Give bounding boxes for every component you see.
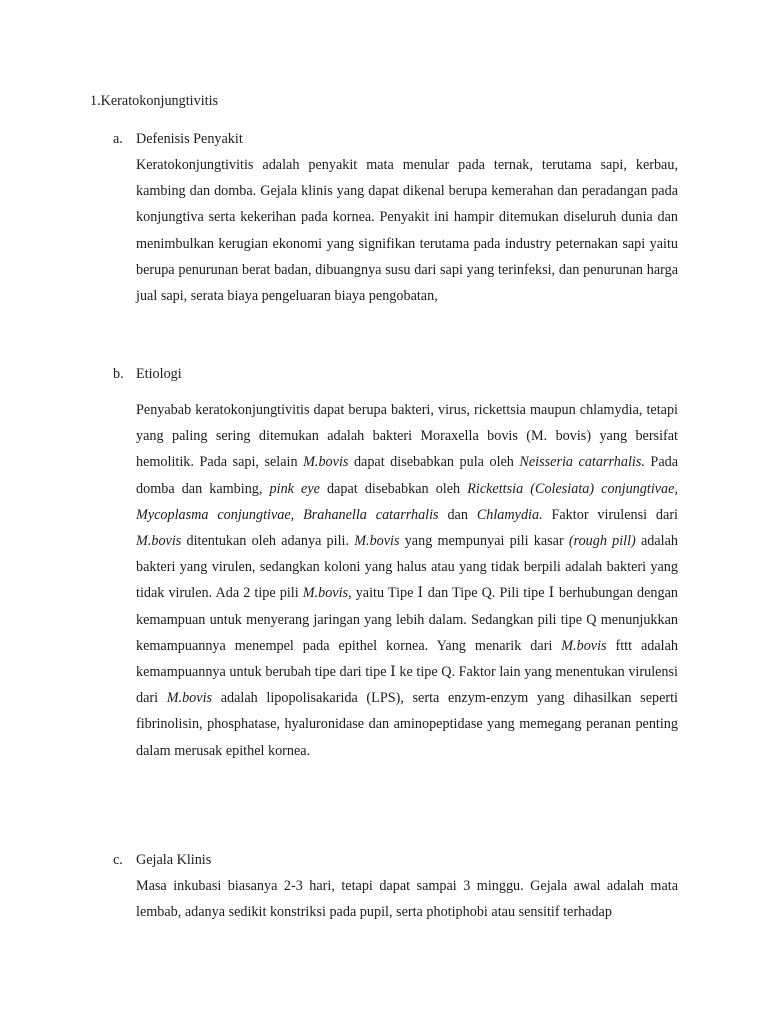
text-run: dapat disebabkan pula oleh xyxy=(348,454,520,471)
italic-term: M.bovis xyxy=(561,637,607,654)
italic-term: Neisseria catarrhalis. xyxy=(519,454,645,471)
text-run: yaitu Tipe Ⅰ dan Tipe Q. Pili tipe Ⅰ berhubungan dengan kemampuan untuk menyerang jaringan yang lebih dalam. Sedangkan pili tipe Q menunjukkan kemampuannya menempel pada epithel kornea. Yang menarik dari xyxy=(136,585,678,654)
text-run: Penyabab keratokonjungtivitis dapat berupa bakteri, virus, rickettsia maupun chlamydia, tetapi yang paling sering ditemukan adalah bakteri Moraxella bovis (M. bovis) yang bersifat hemolitik. Pada sapi, selain xyxy=(136,402,678,471)
section-b-heading: Etiologi xyxy=(136,366,182,382)
section-c-marker: c. xyxy=(113,852,123,868)
italic-term: (rough pill) xyxy=(568,533,636,550)
text-run: adalah bakteri yang virulen, sedangkan koloni yang halus atau yang tidak berpili adalah bakteri yang tidak virulen. Ada 2 tipe pili xyxy=(136,533,678,602)
italic-term: M.bovis xyxy=(303,454,349,471)
italic-term: Chlamydia. xyxy=(476,506,543,523)
section-a-heading: Defenisis Penyakit xyxy=(136,131,243,147)
text-run: Pada domba dan kambing, xyxy=(136,454,679,497)
section-a-marker: a. xyxy=(113,131,123,147)
italic-term: pink eye xyxy=(269,480,320,497)
italic-term: M.bovis, xyxy=(302,585,352,602)
text-run: dapat disebabkan oleh xyxy=(319,480,468,497)
text-run: ditentukan oleh adanya pili. xyxy=(181,533,355,550)
document-title: 1.Keratokonjungtivitis xyxy=(90,93,219,109)
italic-term: Rickettsia (Colesiata) conjungtivae, Mycoplasma conjungtivae, Brahanella catarrhalis xyxy=(136,480,678,523)
italic-term: M.bovis xyxy=(136,533,182,550)
text-run: dan xyxy=(438,506,477,523)
italic-term: M.bovis xyxy=(166,690,213,707)
section-c-heading: Gejala Klinis xyxy=(136,852,212,868)
text-run: yang mempunyai pili kasar xyxy=(399,533,569,550)
italic-term: M.bovis xyxy=(354,533,400,550)
section-a-paragraph: Keratokonjungtivitis adalah penyakit mata menular pada ternak, terutama sapi, kerbau, kambing dan domba. Gejala klinis yang dapat dikenal berupa kemerahan dan peradangan pada konjungtiva serta kekerihan pada kornea. Penyakit ini hampir ditemukan diseluruh dunia dan menimbulkan kerugian ekonomi yang signifikan terutama pada industry peternakan sapi yaitu berupa penurunan berat badan, dibuangnya susu dari sapi yang terinfeksi, dan penurunan harga jual sapi, serata biaya pengeluaran biaya pengobatan, xyxy=(136,157,678,305)
section-b-marker: b. xyxy=(113,366,124,382)
section-c-paragraph: Masa inkubasi biasanya 2-3 hari, tetapi dapat sampai 3 minggu. Gejala awal adalah mata lembab, adanya sedikit konstriksi pada pupil, serta photiphobi atau sensitif terhadap xyxy=(136,878,678,921)
text-run: adalah lipopolisakarida (LPS), serta enzym-enzym yang dihasilkan seperti fibrinolisin, phosphatase, hyaluronidase dan aminopeptidase yang memegang peranan penting dalam merusak epithel kornea. xyxy=(136,690,678,759)
text-run: Faktor virulensi dari xyxy=(542,506,678,523)
section-b-paragraph xyxy=(136,397,678,764)
text-run: fttt adalah kemampuannya untuk berubah tipe dari tipe Ⅰ ke tipe Q. Faktor lain yang menentukan virulensi dari xyxy=(136,637,678,707)
